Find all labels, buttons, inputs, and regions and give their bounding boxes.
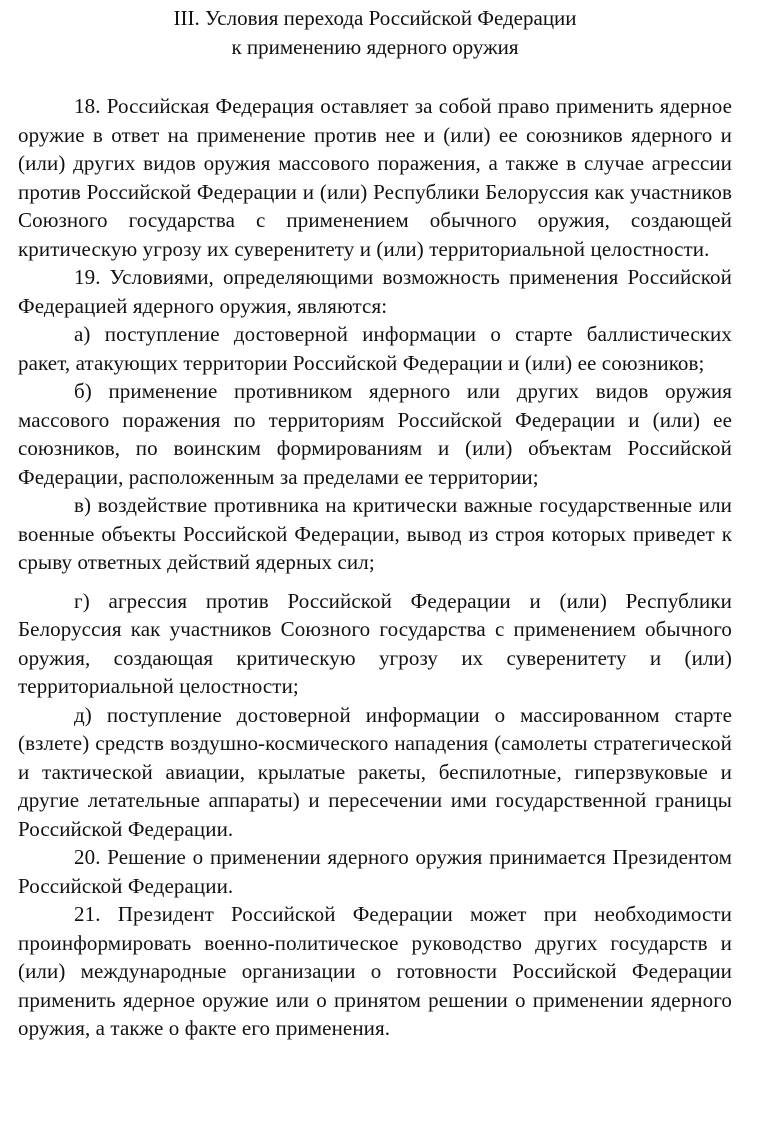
item-v: в) воздействие противника на критически важные государственные или военные объекты Российской Федерации, вывод из строя которых приведет к срыву ответных действий ядерных сил; <box>18 493 732 574</box>
paragraph-19: 19. Условиями, определяющими возможность применения Российской Федерацией ядерного оружия, являются: <box>18 265 732 318</box>
section-heading <box>18 4 732 62</box>
item-a: а) поступление достоверной информации о старте баллистических ракет, атакующих территории Российской Федерации и (или) ее союзников; <box>18 322 732 375</box>
section-heading-line-2: к применению ядерного оружия <box>231 35 519 59</box>
item-d: д) поступление достоверной информации о массированном старте (взлете) средств воздушно-космического нападения (самолеты стратегической и тактической авиации, крылатые ракеты, беспилотные, гиперзвуковые и другие летательные аппараты) и пересечении ими государственной границы Российской Федерации. <box>18 702 732 841</box>
item-b: б) применение противником ядерного или других видов оружия массового поражения по территориям Российской Федерации и (или) ее союзников, по воинским формированиям и (или) объектам Российской Федерации, расположенным за пределами ее территории; <box>18 379 732 489</box>
section-heading-line-1: III. Условия перехода Российской Федерации <box>173 6 577 30</box>
paragraph-18: 18. Российская Федерация оставляет за собой право применить ядерное оружие в ответ на применение против нее и (или) ее союзников ядерного и (или) других видов оружия массового поражения, а также в случае агрессии против Российской Федерации и (или) Республики Белоруссия как участников Союзного государства с применением обычного оружия, создающей критическую угрозу их суверенитету и (или) территориальной целостности. <box>18 94 732 261</box>
item-g: г) агрессия против Российской Федерации и (или) Республики Белоруссия как участников Союзного государства с применением обычного оружия, создающая критическую угрозу их суверенитету и (или) территориальной целостности; <box>18 588 732 698</box>
paragraph-21: 21. Президент Российской Федерации может при необходимости проинформировать военно-политическое руководство других государств и (или) международные организации о готовности Российской Федерации применить ядерное оружие или о принятом решении о применении ядерного оружия, а также о факте его применения. <box>18 902 732 1040</box>
paragraph-20: 20. Решение о применении ядерного оружия принимается Президентом Российской Федерации. <box>18 845 732 898</box>
page-break-gap <box>18 577 732 587</box>
